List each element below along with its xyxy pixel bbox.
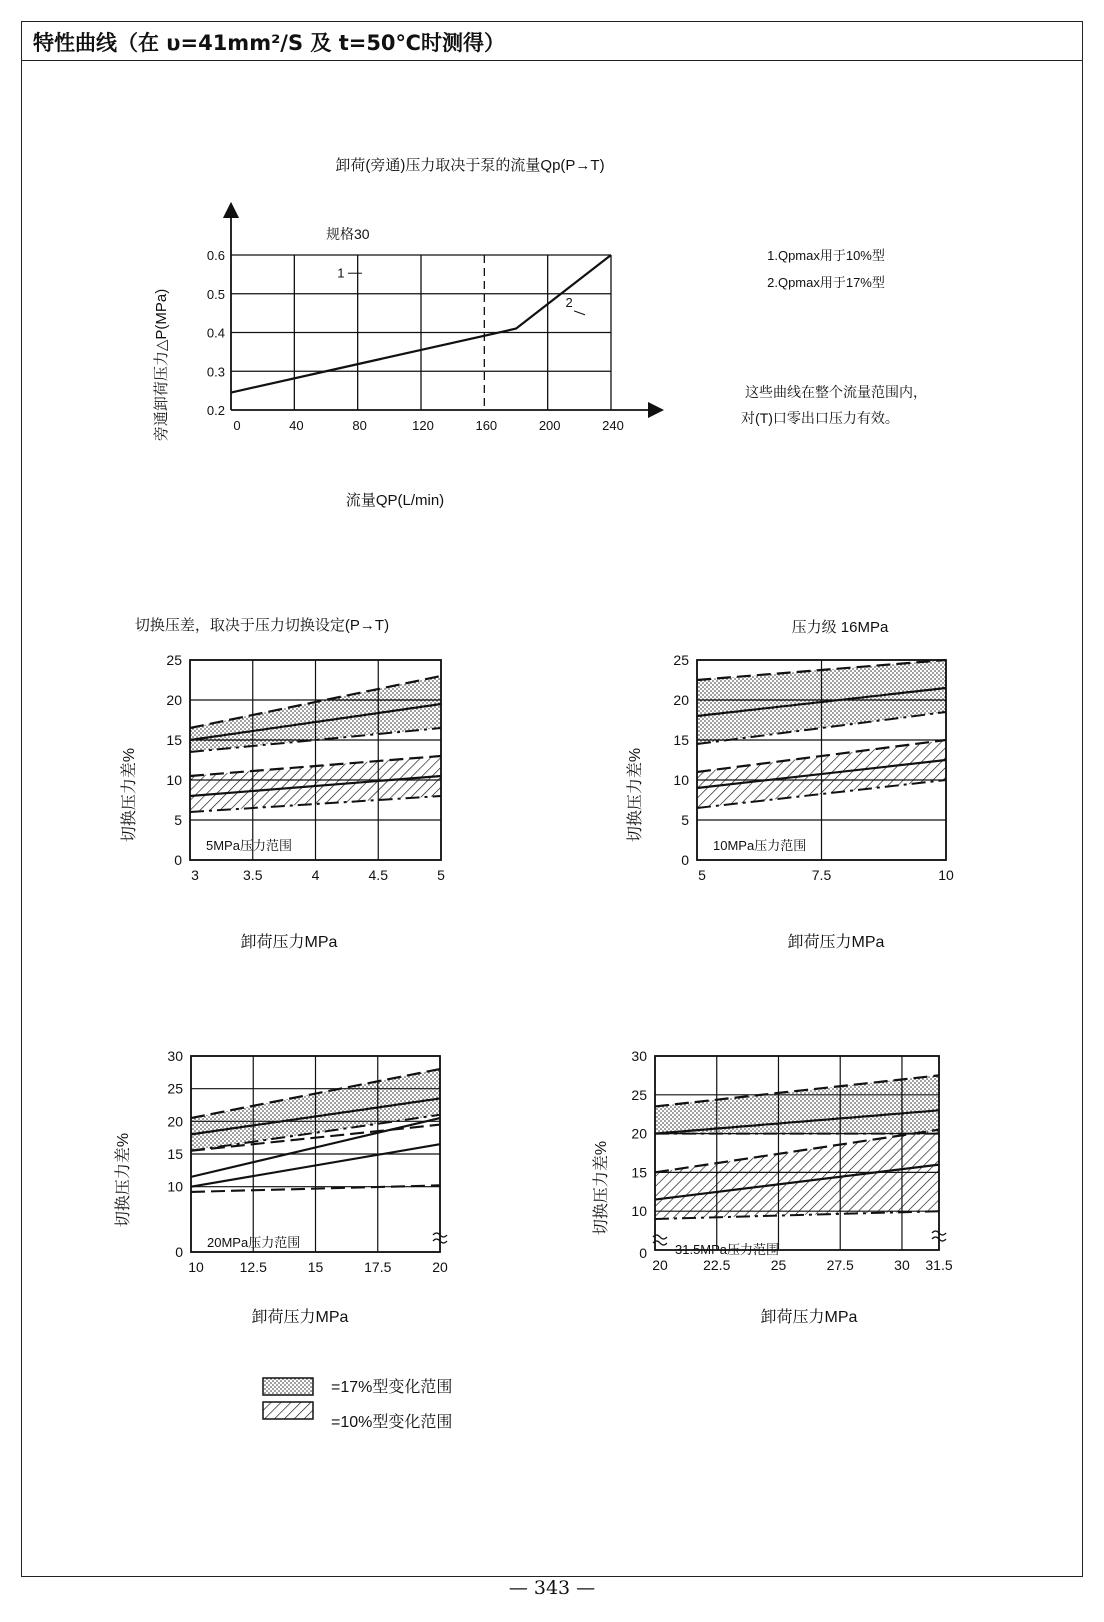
y-tick-label: 0 (639, 1245, 647, 1261)
y-tick-label: 25 (673, 652, 689, 668)
y-axis-label: 切换压力差% (593, 1140, 610, 1236)
x-tick-label: 80 (352, 418, 367, 433)
x-tick-label: 4 (311, 867, 320, 883)
chart-title: 切换压差，取决于压力切换设定(P→T) (134, 617, 390, 634)
y-axis-label: 切换压力差% (627, 747, 644, 843)
x-tick-label: 27.5 (826, 1257, 854, 1273)
switch-diff-20mpa-chart (114, 1048, 448, 1326)
y-axis-label: 切换压力差% (115, 1132, 132, 1228)
y-tick-label: 15 (673, 732, 689, 748)
y-tick-label: 20 (673, 692, 689, 708)
remark-line-1: 这些曲线在整个流量范围内， (745, 384, 927, 400)
y-tick-label: 10 (166, 772, 182, 788)
y-tick-label: 0 (175, 1244, 183, 1260)
x-tick-label: 31.5 (925, 1257, 953, 1273)
range-label: 20MPa压力范围 (207, 1235, 301, 1250)
chart-subtitle: 规格30 (326, 226, 370, 242)
note-1: 1.Qpmax用于10%型 (767, 248, 885, 263)
bypass-pressure-chart (152, 156, 927, 509)
x-axis-label: 卸荷压力MPa (760, 1309, 858, 1326)
y-tick-label: 0.5 (206, 286, 225, 302)
y-tick-label: 30 (631, 1048, 647, 1064)
x-axis-label: 卸荷压力MPa (787, 934, 885, 951)
range-label: 5MPa压力范围 (206, 838, 292, 853)
range-label: 31.5MPa压力范围 (675, 1242, 780, 1257)
y-tick-label: 10 (673, 772, 689, 788)
x-tick-label: 0 (233, 418, 241, 433)
x-tick-label: 25 (770, 1257, 787, 1273)
x-tick-label: 7.5 (811, 867, 832, 883)
y-tick-label: 20 (166, 692, 182, 708)
x-tick-label: 12.5 (239, 1259, 267, 1275)
x-axis-label: 卸荷压力MPa (251, 1309, 349, 1326)
legend-hatched-swatch (263, 1402, 313, 1419)
page-title: 特性曲线（在 υ=41mm²/S 及 t=50℃时测得） (33, 31, 505, 55)
range-label: 10MPa压力范围 (713, 838, 807, 853)
y-axis-label: 旁通卸荷压力△P(MPa) (153, 288, 170, 442)
y-tick-label: 0.3 (206, 364, 225, 380)
x-axis-label: 卸荷压力MPa (240, 934, 338, 951)
y-tick-label: 15 (166, 732, 182, 748)
x-tick-label: 40 (289, 418, 304, 433)
curve-label-1: 1 (337, 265, 345, 281)
y-tick-label: 15 (631, 1164, 647, 1181)
switch-diff-5mpa-chart (120, 617, 445, 951)
y-tick-label: 0 (174, 852, 182, 868)
y-tick-label: 10 (631, 1203, 647, 1220)
y-tick-label: 10 (167, 1178, 183, 1195)
y-tick-label: 15 (167, 1146, 183, 1162)
y-tick-label: 25 (166, 652, 182, 668)
x-tick-label: 10 (938, 867, 954, 883)
y-tick-label: 5 (681, 812, 689, 828)
y-tick-label: 0 (681, 852, 689, 868)
x-tick-label: 3.5 (243, 867, 263, 883)
curve-label-2-leader (574, 311, 585, 315)
dotted-band-17pct (655, 1075, 939, 1133)
x-tick-label: 160 (475, 418, 498, 433)
x-tick-label: 17.5 (364, 1259, 392, 1275)
x-tick-label: 5 (437, 867, 445, 883)
y-tick-label: 30 (167, 1048, 183, 1064)
y-tick-label: 20 (167, 1113, 183, 1130)
x-tick-label: 20 (652, 1257, 668, 1273)
legend-dotted-swatch (263, 1378, 313, 1395)
curve-label-2: 2 (565, 294, 573, 310)
x-tick-label: 30 (894, 1257, 910, 1273)
y-tick-label: 0.2 (206, 403, 225, 418)
legend-dotted-label: =17%型变化范围 (331, 1379, 453, 1396)
remark-line-2: 对(T)口零出口压力有效。 (741, 410, 899, 426)
x-tick-label: 15 (307, 1259, 324, 1275)
x-tick-label: 22.5 (703, 1257, 731, 1273)
chart-title: 卸荷(旁通)压力取决于泵的流量Qp(P→T) (335, 157, 605, 174)
x-tick-label: 4.5 (368, 867, 388, 883)
legend (263, 1378, 452, 1431)
x-tick-label: 240 (602, 418, 624, 433)
switch-diff-10mpa-chart (626, 619, 954, 951)
page-number: — 343 — (508, 1577, 596, 1599)
note-2: 2.Qpmax用于17%型 (767, 275, 885, 290)
y-tick-label: 25 (631, 1086, 647, 1103)
x-tick-label: 20 (432, 1259, 448, 1275)
switch-diff-31mpa-chart (592, 1048, 953, 1326)
legend-hatched-label: =10%型变化范围 (331, 1414, 453, 1431)
x-tick-label: 120 (412, 418, 434, 433)
y-tick-label: 20 (631, 1125, 647, 1142)
chart-title: 压力级 16MPa (791, 619, 889, 636)
y-tick-label: 5 (174, 812, 182, 828)
x-tick-label: 3 (191, 867, 199, 883)
x-tick-label: 200 (538, 418, 561, 433)
y-tick-label: 0.4 (206, 325, 225, 341)
hatched-band-10pct (655, 1130, 939, 1219)
y-tick-label: 25 (167, 1080, 183, 1097)
x-tick-label: 10 (188, 1259, 204, 1275)
y-tick-label: 0.6 (206, 248, 225, 263)
x-axis-label: 流量QP(L/min) (345, 492, 445, 509)
x-tick-label: 5 (698, 867, 706, 883)
y-axis-label: 切换压力差% (121, 747, 138, 843)
